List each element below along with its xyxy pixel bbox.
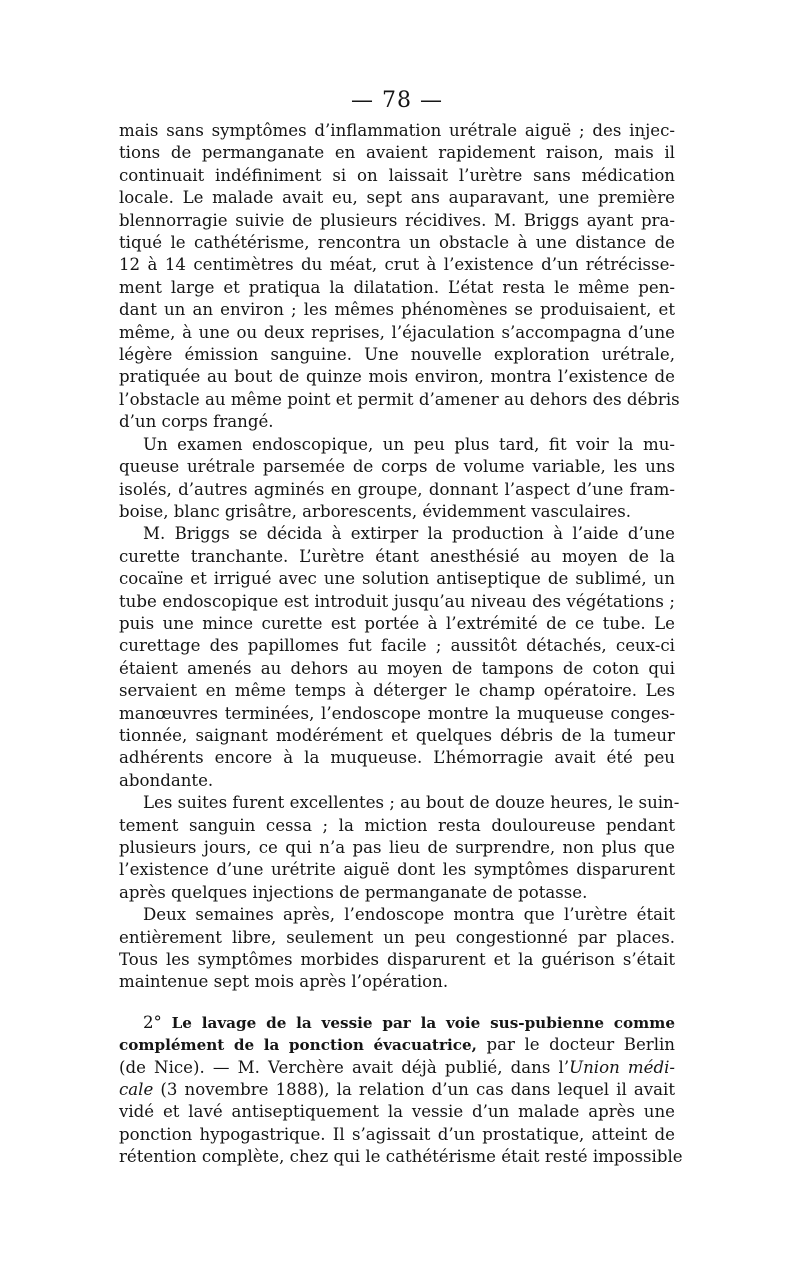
text-line: mais sans symptômes d’inflammation urétrale aiguë ; des injec-	[119, 121, 675, 140]
section-2	[119, 1012, 683, 1169]
text-line: entièrement libre, seulement un peu congestionné par places.	[119, 927, 675, 947]
section-heading-line-1	[119, 1012, 675, 1034]
section-title-1: Le lavage de la vessie par la voie sus-pubienne comme	[171, 1013, 675, 1032]
text-line: tions de permanganate en avaient rapidement raison, mais il	[119, 143, 675, 163]
text-line: Un examen endoscopique, un peu plus tard, fit voir la mu-	[143, 434, 675, 454]
text-line: M. Briggs se décida à extirper la production à l’aide d’une	[143, 524, 675, 544]
text-line: Deux semaines après, l’endoscope montra que l’urètre était	[143, 905, 675, 925]
paragraph	[119, 120, 680, 434]
text-line: Les suites furent excellentes ; au bout de douze heures, le suin-	[143, 793, 680, 813]
text-line: l’existence d’une urétrite aiguë dont les symptômes disparurent	[119, 860, 675, 880]
text-line: blennorragie suivie de plusieurs récidives. M. Briggs ayant pra-	[119, 210, 675, 230]
text-line: tement sanguin cessa ; la miction resta douloureuse pendant	[119, 815, 675, 835]
section-line-6: ponction hypogastrique. Il s’agissait d’un prostatique, atteint de	[119, 1124, 675, 1144]
paragraph	[119, 792, 680, 904]
paragraph	[119, 434, 675, 524]
text-line: adhérents encore à la muqueuse. L’hémorragie avait été peu	[119, 748, 675, 768]
text-line: pratiquée au bout de quinze mois environ, montra l’existence de	[119, 367, 675, 387]
section-author: par le docteur Berlin	[476, 1035, 675, 1055]
text-line: plusieurs jours, ce qui n’a pas lieu de surprendre, non plus que	[119, 838, 675, 857]
text-line: légère émission sanguine. Une nouvelle exploration urétrale,	[119, 345, 675, 365]
text-line: continuait indéfiniment si on laissait l’urètre sans médication	[119, 165, 675, 185]
body-text	[119, 120, 680, 994]
text-line: curettage des papillomes fut facile ; aussitôt détachés, ceux-ci	[119, 636, 675, 656]
text-line: tube endoscopique est introduit jusqu’au niveau des végétations ;	[119, 591, 675, 611]
text-line: manœuvres terminées, l’endoscope montre la muqueuse conges-	[119, 703, 675, 723]
text-line: puis une mince curette est portée à l’extrémité de ce tube. Le	[119, 613, 675, 633]
text-line: 12 à 14 centimètres du méat, crut à l’existence d’un rétrécisse-	[119, 255, 675, 275]
text-line: cocaïne et irrigué avec une solution antiseptique de sublimé, un	[119, 569, 675, 589]
page-number: — 78 —	[351, 88, 443, 113]
section-heading-line-2	[119, 1034, 675, 1056]
text-line: isolés, d’autres agminés en groupe, donnant l’aspect d’une fram-	[119, 479, 675, 499]
text-line: maintenue sept mois après l’opération.	[119, 972, 449, 992]
text-line: Tous les symptômes morbides disparurent et la guérison s’était	[119, 950, 675, 970]
text-line: dant un an environ ; les mêmes phénomènes se produisaient, et	[119, 300, 675, 320]
text-line: locale. Le malade avait eu, sept ans auparavant, une première	[119, 188, 675, 208]
section-line-7: rétention complète, chez qui le cathétérisme était resté impossible	[119, 1147, 683, 1167]
section-line-4: cale (3 novembre 1888), la relation d’un cas dans lequel il avait	[119, 1080, 675, 1100]
text-line: après quelques injections de permanganate de potasse.	[119, 882, 588, 902]
text-line: tionnée, saignant modérément et quelques débris de la tumeur	[119, 725, 675, 745]
text-line: curette tranchante. L’urètre étant anesthésié au moyen de la	[119, 546, 675, 566]
text-line: d’un corps frangé.	[119, 412, 274, 432]
section-gap	[119, 994, 675, 1012]
section-line-3: (de Nice). — M. Verchère avait déjà publié, dans l’Union médi-	[119, 1057, 675, 1077]
text-line: même, à une ou deux reprises, l’éjaculation s’accompagna d’une	[119, 322, 675, 342]
text-line: étaient amenés au dehors au moyen de tampons de coton qui	[119, 658, 675, 678]
section-title-2: complément de la ponction évacuatrice,	[119, 1036, 477, 1055]
section-number: 2°	[143, 1012, 162, 1032]
paragraph	[119, 904, 675, 994]
section-line-5: vidé et lavé antiseptiquement la vessie d’un malade après une	[119, 1102, 675, 1122]
text-line: boise, blanc grisâtre, arborescents, évidemment vasculaires.	[119, 501, 632, 521]
text-line: tiqué le cathétérisme, rencontra un obstacle à une distance de	[119, 233, 675, 253]
page	[119, 88, 683, 1169]
text-line: l’obstacle au même point et permit d’amener au dehors des débris	[119, 389, 680, 409]
text-line: ment large et pratiqua la dilatation. L’état resta le même pen-	[119, 277, 675, 297]
text-line: abondante.	[119, 770, 214, 790]
paragraph	[119, 523, 675, 792]
journal-name: Union médi-	[569, 1057, 675, 1077]
text-line: queuse urétrale parsemée de corps de volume variable, les uns	[119, 457, 675, 477]
text-line: servaient en même temps à déterger le champ opératoire. Les	[119, 681, 675, 701]
